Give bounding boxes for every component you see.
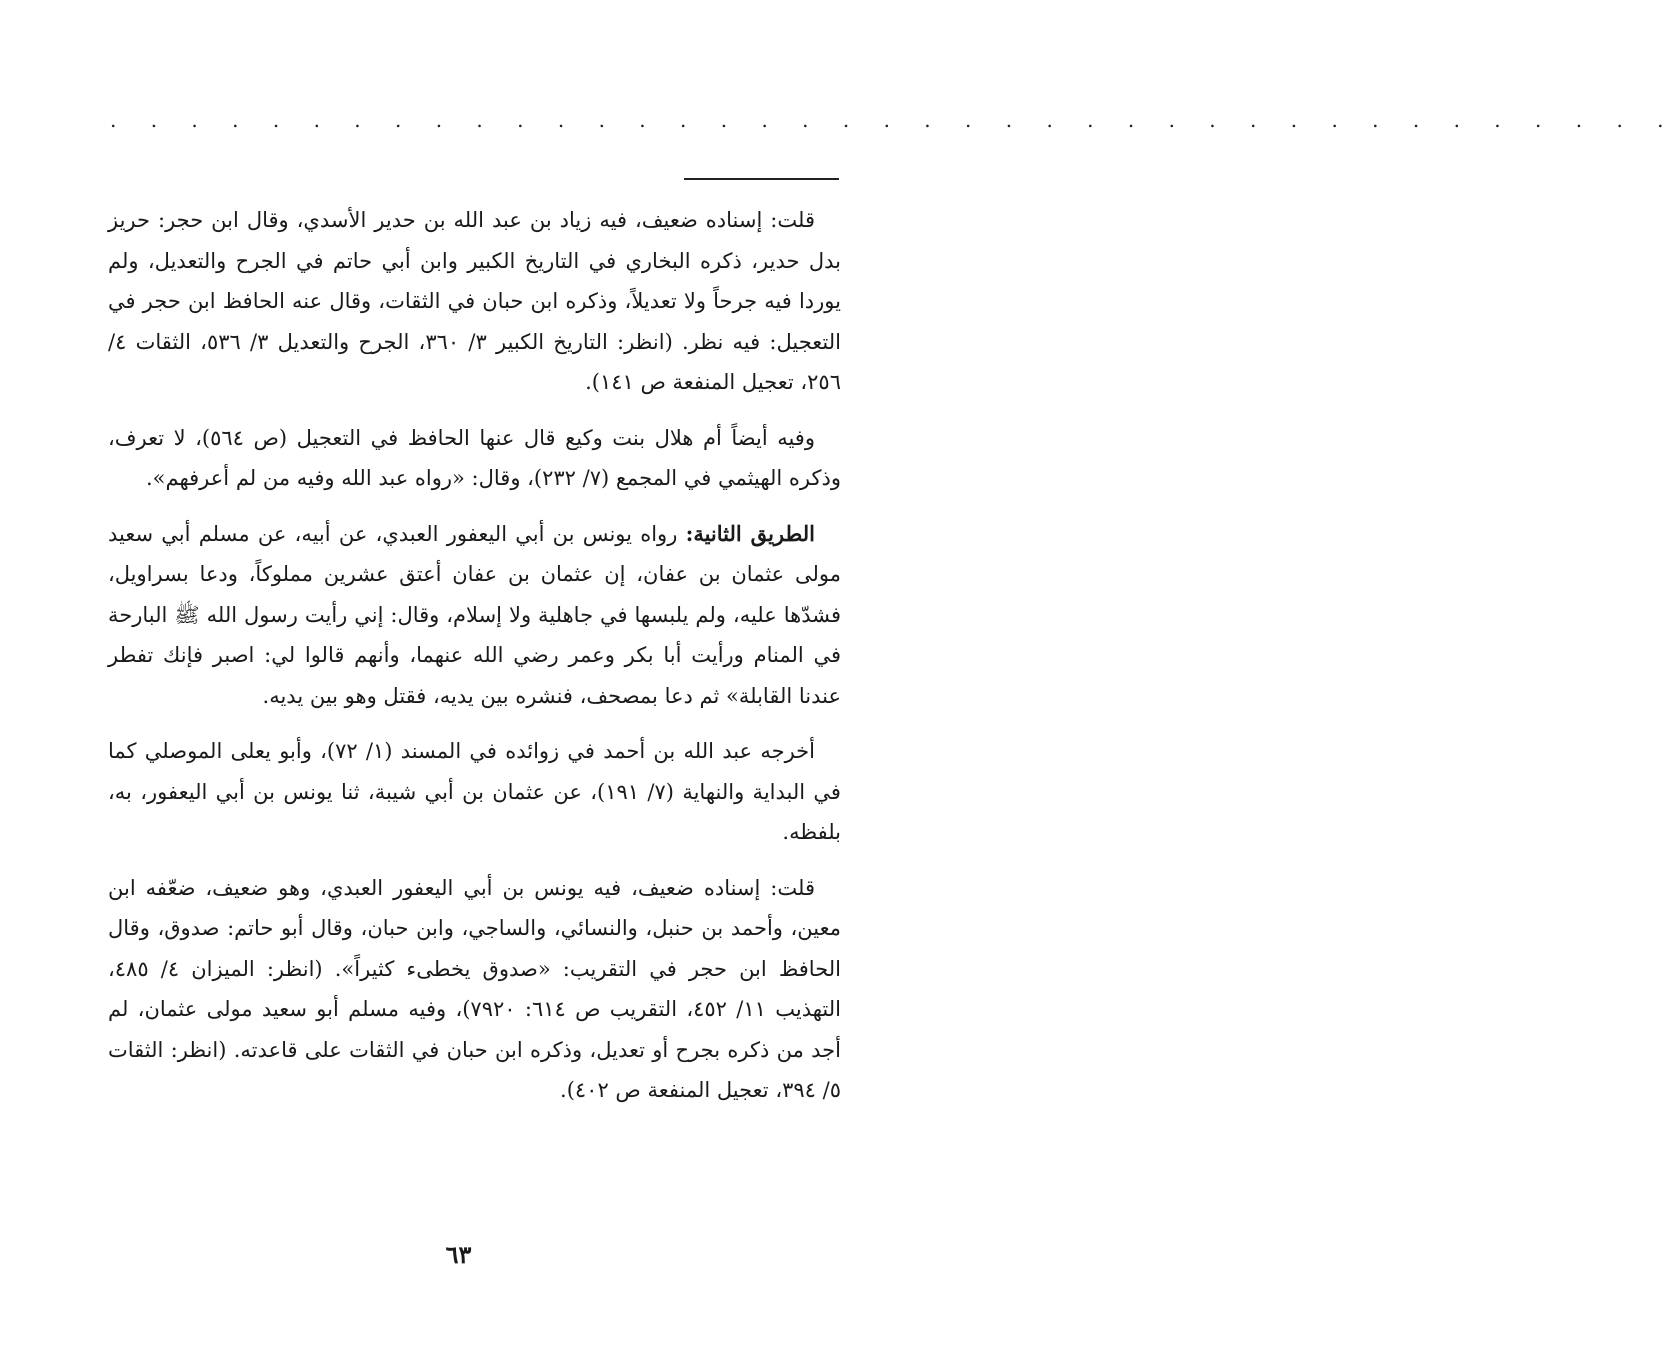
dotted-separator: . . . . . . . . . . . . . . . . . . . . . . . . . . . . . . . . . . . . . . . bbox=[110, 108, 1678, 132]
paragraph-5 bbox=[108, 868, 841, 1111]
paragraph-4 bbox=[108, 731, 841, 853]
paragraph-1 bbox=[108, 200, 841, 403]
paragraph-2 bbox=[108, 418, 841, 499]
paragraph-4-text: أخرجه عبد الله بن أحمد في زوائده في المسند (١/ ٧٢)، وأبو يعلى الموصلي كما في البداية والنهاية (٧/ ١٩١)، عن عثمان بن أبي شيبة، ثنا يونس بن أبي اليعفور، به، بلفظه. bbox=[108, 739, 841, 844]
paragraph-3 bbox=[108, 514, 841, 717]
footnote-text bbox=[108, 200, 841, 1126]
paragraph-1-text: قلت: إسناده ضعيف، فيه زياد بن عبد الله بن حدير الأسدي، وقال ابن حجر: حريز بدل حدير، ذكره البخاري في التاريخ الكبير وابن أبي حاتم في الجرح والتعديل، ولم يوردا فيه جرحاً ولا تعديلاً، وذكره ابن حبان في الثقات، وقال عنه الحافظ ابن حجر في التعجيل: فيه نظر. (انظر: التاريخ الكبير ٣/ ٣٦٠، الجرح والتعديل ٣/ ٥٣٦، الثقات ٤/ ٢٥٦، تعجيل المنفعة ص ١٤١). bbox=[108, 208, 841, 394]
paragraph-3-text: رواه يونس بن أبي اليعفور العبدي، عن أبيه، عن مسلم أبي سعيد مولى عثمان بن عفان، إن عثمان بن عفان أعتق عشرين مملوكاً، ودعا بسراويل، فشدّها عليه، ولم يلبسها في جاهلية ولا إسلام، وقال: إني رأيت رسول الله ﷺ البارحة في المنام ورأيت أبا بكر وعمر رضي الله عنهما، وأنهم قالوا لي: اصبر فإنك تفطر عندنا القابلة» ثم دعا بمصحف، فنشره بين يديه، فقتل وهو بين يديه. bbox=[108, 521, 841, 708]
paragraph-2-text: وفيه أيضاً أم هلال بنت وكيع قال عنها الحافظ في التعجيل (ص ٥٦٤)، لا تعرف، وذكره الهيثمي في المجمع (٧/ ٢٣٢)، وقال: «رواه عبد الله وفيه من لم أعرفهم». bbox=[108, 425, 841, 490]
paragraph-3-lead: الطريق الثانية: bbox=[685, 520, 815, 546]
page-number: ٦٣ bbox=[445, 1240, 472, 1269]
paragraph-5-text: قلت: إسناده ضعيف، فيه يونس بن أبي اليعفور العبدي، وهو ضعيف، ضعّفه ابن معين، وأحمد بن حنبل، والنسائي، والساجي، وابن حبان، وقال أبو حاتم: صدوق، وقال الحافظ ابن حجر في التقريب: «صدوق يخطىء كثيراً». (انظر: الميزان ٤/ ٤٨٥، التهذيب ١١/ ٤٥٢، التقريب ص ٦١٤: ٧٩٢٠)، وفيه مسلم أبو سعيد مولى عثمان، لم أجد من ذكره بجرح أو تعديل، وذكره ابن حبان في الثقات على قاعدته. (انظر: الثقات ٥/ ٣٩٤، تعجيل المنفعة ص ٤٠٢). bbox=[108, 875, 841, 1102]
footnote-rule bbox=[684, 178, 839, 180]
